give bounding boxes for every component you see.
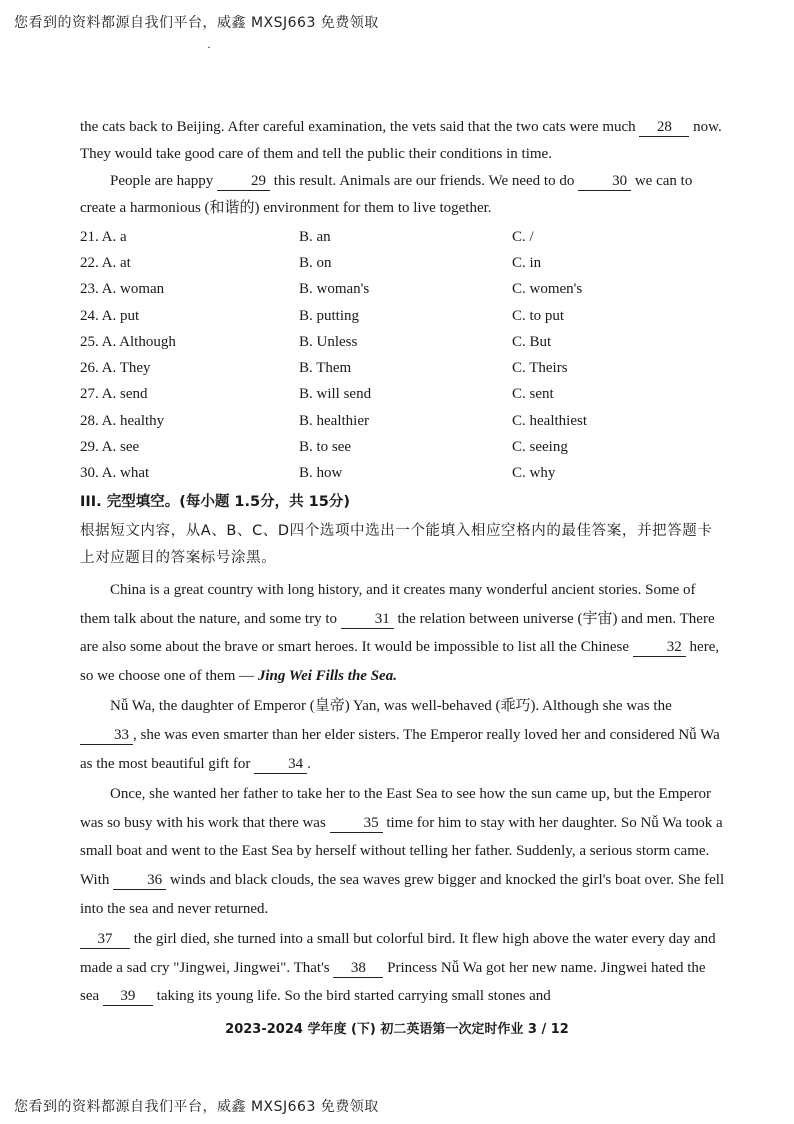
page-content	[80, 114, 726, 1011]
watermark-top: 您看到的资料都源自我们平台，威鑫 MXSJ663 免费领取	[14, 15, 379, 31]
option-row	[80, 329, 726, 355]
section-instructions: 根据短文内容，从A、B、C、D四个选项中选出一个能填入相应空格内的最佳答案，并把答题卡上对应题目的答案标号涂黑。	[80, 522, 713, 566]
option-b: B. putting	[299, 307, 360, 324]
text-span: Princess Nǚ Wa got her new name. Jingwei hated the sea	[80, 959, 706, 1005]
option-c: C. healthiest	[512, 412, 587, 429]
option-row	[80, 250, 726, 276]
option-b: B. on	[299, 254, 332, 271]
option-a: 28. A. healthy	[80, 412, 165, 429]
passage-paragraph-3	[80, 780, 726, 923]
option-row	[80, 408, 726, 434]
intro-paragraph-1	[80, 114, 726, 168]
option-b: B. will send	[299, 386, 372, 403]
watermark-bottom: 您看到的资料都源自我们平台，威鑫 MXSJ663 免费领取	[14, 1099, 379, 1115]
option-c: C. sent	[512, 386, 554, 403]
option-b: B. an	[299, 228, 331, 245]
stray-mark: ·	[207, 40, 211, 54]
text-span: People are happy	[110, 173, 214, 189]
intro-paragraph-2	[80, 168, 726, 195]
option-b: B. woman's	[299, 281, 370, 298]
option-c: C. why	[512, 465, 556, 482]
blank-29: 29	[217, 172, 270, 191]
option-a: 26. A. They	[80, 360, 151, 377]
text-span: taking its young life. So the bird started carrying small stones and	[156, 988, 551, 1005]
blank-37: 37	[80, 930, 130, 949]
blank-36: 36	[113, 871, 166, 890]
text-span: the girl died, she turned into a small but colorful bird. It flew high above the water every day and made a sad cry "Jingwei, Jingwei". That's	[80, 931, 716, 976]
intro-paragraph-2-cont: create a harmonious (和谐的) environment for them to live together.	[80, 200, 492, 216]
text-span: we can to	[634, 173, 693, 189]
story-title: Jing Wei Fills the Sea.	[257, 667, 397, 684]
option-row	[80, 355, 726, 381]
option-c: C. Theirs	[512, 360, 568, 377]
blank-31: 31	[341, 610, 394, 629]
option-c: C. in	[512, 254, 542, 271]
option-b: B. Unless	[299, 333, 358, 350]
blank-39: 39	[103, 987, 153, 1006]
option-row	[80, 277, 726, 303]
page-footer: 2023-2024 学年度 (下) 初二英语第一次定时作业 3 / 12	[225, 1022, 569, 1037]
option-b: B. healthier	[299, 412, 369, 429]
option-c: C. /	[512, 228, 534, 245]
option-c: C. seeing	[512, 439, 568, 456]
blank-34: 34	[254, 755, 307, 774]
option-b: B. Them	[299, 360, 352, 377]
text-span: .	[307, 755, 311, 772]
blank-30: 30	[578, 172, 631, 191]
text-span: the relation between universe (宇宙) and men. There are also some about the brave or smart heroes. It would be impossible to list all the Chinese	[80, 610, 715, 656]
option-a: 27. A. send	[80, 386, 148, 403]
options-list	[80, 224, 726, 487]
text-span: this result. Animals are our friends. We need to do	[273, 173, 575, 189]
text-span: Nǚ Wa, the daughter of Emperor (皇帝) Yan, was well-behaved (乖巧). Although she was the	[110, 698, 672, 715]
option-row	[80, 382, 726, 408]
option-row	[80, 303, 726, 329]
option-a: 23. A. woman	[80, 281, 165, 298]
option-a: 30. A. what	[80, 465, 150, 482]
option-row	[80, 434, 726, 460]
text-span: winds and black clouds, the sea waves grew bigger and knocked the girl's boat over. She fell into the sea and never returned.	[80, 871, 725, 917]
section-title: III. 完型填空。(每小题 1.5分，共 15分)	[80, 493, 350, 510]
option-a: 21. A. a	[80, 228, 127, 245]
blank-35: 35	[330, 814, 383, 833]
blank-38: 38	[333, 959, 383, 978]
option-a: 29. A. see	[80, 439, 140, 456]
text-span: China is a great country with long history, and it creates many wonderful ancient stories. Some of them talk about the nature, and some try to	[80, 581, 696, 627]
option-c: C. women's	[512, 281, 583, 298]
option-a: 22. A. at	[80, 254, 131, 271]
option-row	[80, 461, 726, 487]
text-span: here, so we choose one of them —	[80, 639, 720, 684]
text-span: now. They would take good care of them and tell the public their conditions in time.	[80, 119, 722, 162]
blank-32: 32	[633, 638, 686, 657]
passage-paragraph-1	[80, 576, 726, 690]
passage-paragraph-2	[80, 692, 726, 778]
blank-28: 28	[639, 118, 689, 137]
blank-33: 33	[80, 726, 133, 745]
text-span: , she was even smarter than her elder sisters. The Emperor really loved her and considered Nǚ Wa as the most beautiful gift for	[80, 726, 720, 772]
option-a: 25. A. Although	[80, 333, 176, 350]
passage-paragraph-4	[80, 925, 726, 1011]
option-row	[80, 224, 726, 250]
option-c: C. But	[512, 333, 552, 350]
text-span: Once, she wanted her father to take her to the East Sea to see how the sun came up, but the Emperor was so busy with his work that there was	[80, 786, 712, 831]
option-b: B. how	[299, 465, 343, 482]
text-span: time for him to stay with her daughter. So Nǚ Wa took a small boat and went to the East Sea by herself without telling her father. Suddenly, a serious storm came. With	[80, 814, 723, 888]
option-b: B. to see	[299, 439, 352, 456]
option-c: C. to put	[512, 307, 565, 324]
option-a: 24. A. put	[80, 307, 140, 324]
text-span: the cats back to Beijing. After careful examination, the vets said that the two cats were much	[80, 119, 636, 135]
